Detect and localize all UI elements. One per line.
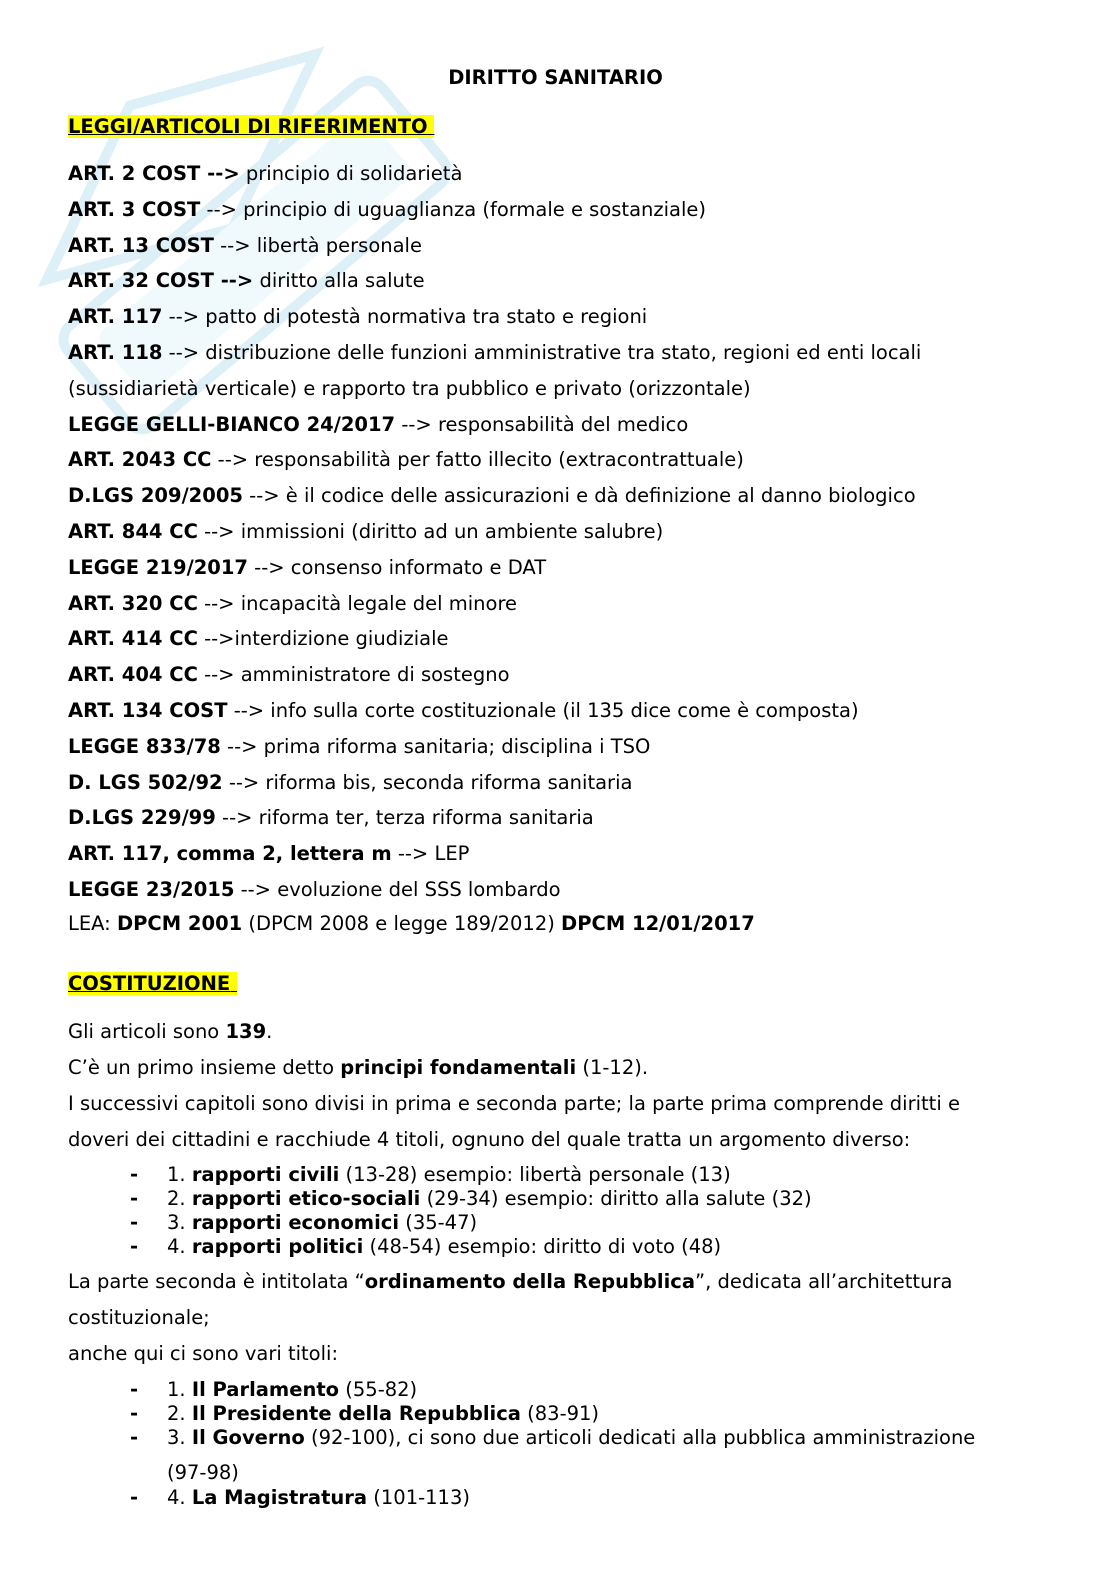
- reference-item: [68, 592, 517, 616]
- reference-item: [68, 771, 632, 795]
- reference-description: --> riforma bis, seconda riforma sanitaria: [222, 770, 633, 794]
- list-item-text: 3. Il Governo (92-100), ci sono due articoli dedicati alla pubblica amministrazione: [167, 1426, 976, 1449]
- reference-item: [68, 842, 469, 866]
- document-title: DIRITTO SANITARIO: [448, 66, 663, 89]
- bullet-dash: -: [130, 1187, 139, 1210]
- reference-item: [68, 735, 650, 759]
- list-item-text: 1. rapporti civili (13-28) esempio: libertà personale (13): [167, 1163, 731, 1186]
- reference-description: --> info sulla corte costituzionale (il 135 dice come è composta): [227, 699, 859, 722]
- reference-description: --> principio di uguaglianza (formale e sostanziale): [200, 197, 707, 221]
- reference-code: ART. 414 CC: [68, 627, 198, 651]
- section-heading-costituzione: [68, 972, 237, 995]
- list-item-text: 2. rapporti etico-sociali (29-34) esempio: diritto alla salute (32): [167, 1187, 812, 1210]
- reference-code: D.LGS 209/2005: [68, 484, 243, 508]
- reference-item: [68, 627, 449, 651]
- bullet-dash: -: [130, 1211, 139, 1234]
- bullet-dash: -: [130, 1163, 139, 1186]
- reference-description: --> evoluzione del SSS lombardo: [234, 878, 561, 901]
- paragraph-titoli-intro: anche qui ci sono vari titoli:: [68, 1342, 339, 1365]
- reference-description: --> è il codice delle assicurazioni e dà definizione al danno biologico: [242, 484, 916, 508]
- reference-code: ART. 3 COST: [68, 197, 201, 221]
- reference-description: --> responsabilità del medico: [395, 412, 689, 436]
- reference-code: ART. 2043 CC: [68, 448, 212, 472]
- list-item-text: (97-98): [167, 1461, 239, 1484]
- bullet-dash: -: [130, 1486, 139, 1509]
- section-heading-leggi: [68, 115, 434, 138]
- reference-item: [68, 556, 546, 580]
- reference-item: [68, 448, 744, 472]
- reference-item: [68, 484, 916, 508]
- reference-description: --> riforma ter, terza riforma sanitaria: [215, 806, 594, 830]
- reference-item: [68, 878, 561, 902]
- reference-description: --> responsabilità per fatto illecito (extracontrattuale): [211, 448, 744, 472]
- reference-description: --> patto di potestà normativa tra stato e regioni: [162, 305, 648, 329]
- reference-code: ART. 117: [68, 305, 163, 329]
- reference-code: LEGGE 219/2017: [68, 555, 248, 579]
- reference-code: ART. 32 COST -->: [68, 269, 254, 293]
- reference-item: [68, 663, 510, 687]
- reference-item: [68, 162, 462, 186]
- bullet-dash: -: [130, 1402, 139, 1425]
- reference-code: LEGGE GELLI-BIANCO 24/2017: [68, 412, 396, 436]
- reference-code: ART. 2 COST -->: [68, 162, 240, 185]
- reference-item: [68, 377, 751, 401]
- reference-item: [68, 806, 594, 830]
- reference-code: D.LGS 229/99: [68, 806, 216, 830]
- reference-description: principio di solidarietà: [239, 162, 463, 185]
- reference-code: ART. 13 COST: [68, 233, 214, 257]
- reference-description: (sussidiarietà verticale) e rapporto tra pubblico e privato (orizzontale): [68, 376, 751, 400]
- reference-item: [68, 269, 425, 293]
- list-item-text: 1. Il Parlamento (55-82): [167, 1378, 418, 1401]
- reference-code: ART. 404 CC: [68, 663, 198, 687]
- reference-item: [68, 413, 688, 437]
- bullet-dash: -: [130, 1378, 139, 1401]
- reference-code: D. LGS 502/92: [68, 770, 223, 794]
- reference-code: ART. 320 CC: [68, 591, 198, 615]
- reference-code: ART. 117, comma 2, lettera m: [68, 842, 392, 866]
- reference-description: --> distribuzione delle funzioni amministrative tra stato, regioni ed enti locali: [162, 341, 922, 364]
- paragraph-capitoli-line1: I successivi capitoli sono divisi in prima e seconda parte; la parte prima comprende diritti e: [68, 1092, 960, 1115]
- list-item-text: 4. rapporti politici (48-54) esempio: diritto di voto (48): [167, 1235, 722, 1258]
- paragraph-parte-seconda-line2: costituzionale;: [68, 1306, 210, 1329]
- reference-item: [68, 305, 647, 329]
- reference-description: --> amministratore di sostegno: [197, 663, 510, 687]
- bullet-dash: -: [130, 1235, 139, 1258]
- reference-code: ART. 134 COST: [68, 699, 228, 722]
- reference-item: [68, 234, 422, 258]
- list-item-text: 4. La Magistratura (101-113): [167, 1486, 470, 1509]
- reference-description: diritto alla salute: [253, 269, 425, 293]
- reference-item: [68, 699, 859, 723]
- paragraph-articoli: Gli articoli sono 139.: [68, 1020, 273, 1043]
- reference-code: LEGGE 833/78: [68, 734, 221, 758]
- reference-description: --> prima riforma sanitaria; disciplina i TSO: [220, 734, 651, 758]
- reference-code: LEGGE 23/2015: [68, 878, 235, 901]
- list-item-text: 3. rapporti economici (35-47): [167, 1211, 478, 1234]
- reference-item: [68, 198, 706, 222]
- list-item-text: 2. Il Presidente della Repubblica (83-91): [167, 1402, 600, 1425]
- reference-description: --> incapacità legale del minore: [197, 591, 518, 615]
- reference-code: ART. 844 CC: [68, 520, 198, 543]
- paragraph-capitoli-line2: doveri dei cittadini e racchiude 4 titoli, ognuno del quale tratta un argomento diverso:: [68, 1128, 911, 1151]
- reference-description: --> LEP: [391, 842, 470, 866]
- paragraph-parte-seconda-line1: La parte seconda è intitolata “ordinamento della Repubblica”, dedicata all’architettura: [68, 1270, 953, 1293]
- section-heading-text: COSTITUZIONE: [68, 972, 231, 995]
- paragraph-principi: C’è un primo insieme detto principi fondamentali (1-12).: [68, 1056, 649, 1079]
- section-heading-text: LEGGI/ARTICOLI DI RIFERIMENTO: [68, 115, 428, 138]
- reference-description: --> immissioni (diritto ad un ambiente salubre): [197, 520, 664, 543]
- lea-line: LEA: DPCM 2001 (DPCM 2008 e legge 189/2012) DPCM 12/01/2017: [68, 912, 755, 935]
- bullet-dash: -: [130, 1426, 139, 1449]
- reference-code: ART. 118: [68, 341, 163, 364]
- reference-item: [68, 520, 663, 544]
- reference-description: --> consenso informato e DAT: [247, 555, 547, 579]
- reference-description: -->interdizione giudiziale: [197, 627, 449, 651]
- reference-description: --> libertà personale: [213, 233, 422, 257]
- reference-item: [68, 341, 921, 365]
